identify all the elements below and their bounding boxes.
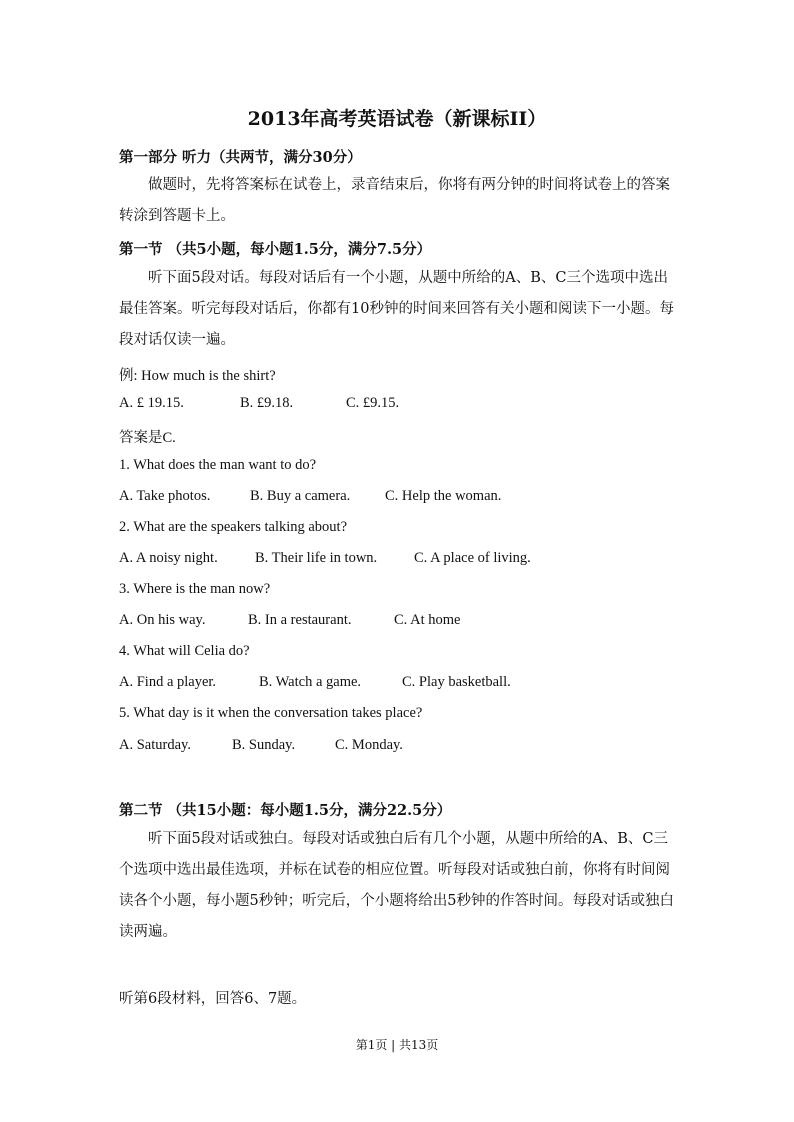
example-option-c: C. £9.15. [346, 395, 400, 411]
q3-option-b: B. In a restaurant. [248, 612, 352, 628]
question-1-options [119, 488, 501, 505]
example-options [119, 395, 399, 412]
q5-option-b: B. Sunday. [232, 737, 296, 753]
q1-option-b: B. Buy a camera. [250, 488, 351, 504]
example-question: 例: How much is the shirt? [119, 368, 276, 384]
section1-instructions: 听下面5段对话。每段对话后有一个小题，从题中所给的A、B、C三个选项中选出最佳答案。听完每段对话后，你都有10秒钟的时间来回答有关小题和阅读下一小题。每段对话仅读一遍。 [119, 270, 674, 348]
q4-option-a: A. Find a player. [119, 674, 217, 690]
part1-heading: 第一部分 听力（共两节，满分30分） [119, 149, 362, 166]
q1-option-a: A. Take photos. [119, 488, 211, 504]
question-2: 2. What are the speakers talking about? [119, 519, 348, 535]
q4-option-c: C. Play basketball. [402, 674, 511, 690]
example-option-b: B. £9.18. [240, 395, 294, 411]
question-5-options [119, 737, 403, 754]
question-1: 1. What does the man want to do? [119, 457, 317, 473]
example-answer: 答案是C. [119, 430, 176, 446]
page-footer: 第1页 | 共13页 [355, 1038, 439, 1052]
q3-option-a: A. On his way. [119, 612, 206, 628]
q5-option-a: A. Saturday. [119, 737, 191, 753]
q1-option-c: C. Help the woman. [385, 488, 502, 504]
question-5: 5. What day is it when the conversation takes place? [119, 705, 423, 721]
question-2-options [119, 550, 531, 567]
section2-heading: 第二节 （共15小题：每小题1.5分，满分22.5分） [119, 802, 452, 819]
question-3: 3. Where is the man now? [119, 581, 271, 597]
q3-option-c: C. At home [394, 612, 461, 628]
part1-instructions: 做题时，先将答案标在试卷上，录音结束后，你将有两分钟的时间将试卷上的答案转涂到答题卡上。 [119, 177, 670, 224]
section2-instructions: 听下面5段对话或独白。每段对话或独白后有几个小题，从题中所给的A、B、C三个选项中选出最佳选项，并标在试卷的相应位置。听每段对话或独白前，你将有时间阅读各个小题，每小题5秒钟；听完后，个小题将给出5秒钟的作答时间。每段对话或独白读两遍。 [119, 831, 674, 940]
question-4-options [119, 674, 511, 691]
q4-option-b: B. Watch a game. [259, 674, 362, 690]
question-4: 4. What will Celia do? [119, 643, 250, 659]
material-note: 听第6段材料，回答6、7题。 [119, 991, 307, 1007]
question-3-options [119, 612, 460, 629]
section1-heading: 第一节 （共5小题，每小题1.5分，满分7.5分） [119, 241, 432, 258]
example-option-a: A. £ 19.15. [119, 395, 184, 411]
exam-title: 2013年高考英语试卷（新课标II） [247, 108, 547, 130]
q5-option-c: C. Monday. [335, 737, 403, 753]
q2-option-b: B. Their life in town. [255, 550, 378, 566]
q2-option-c: C. A place of living. [414, 550, 531, 566]
q2-option-a: A. A noisy night. [119, 550, 218, 566]
